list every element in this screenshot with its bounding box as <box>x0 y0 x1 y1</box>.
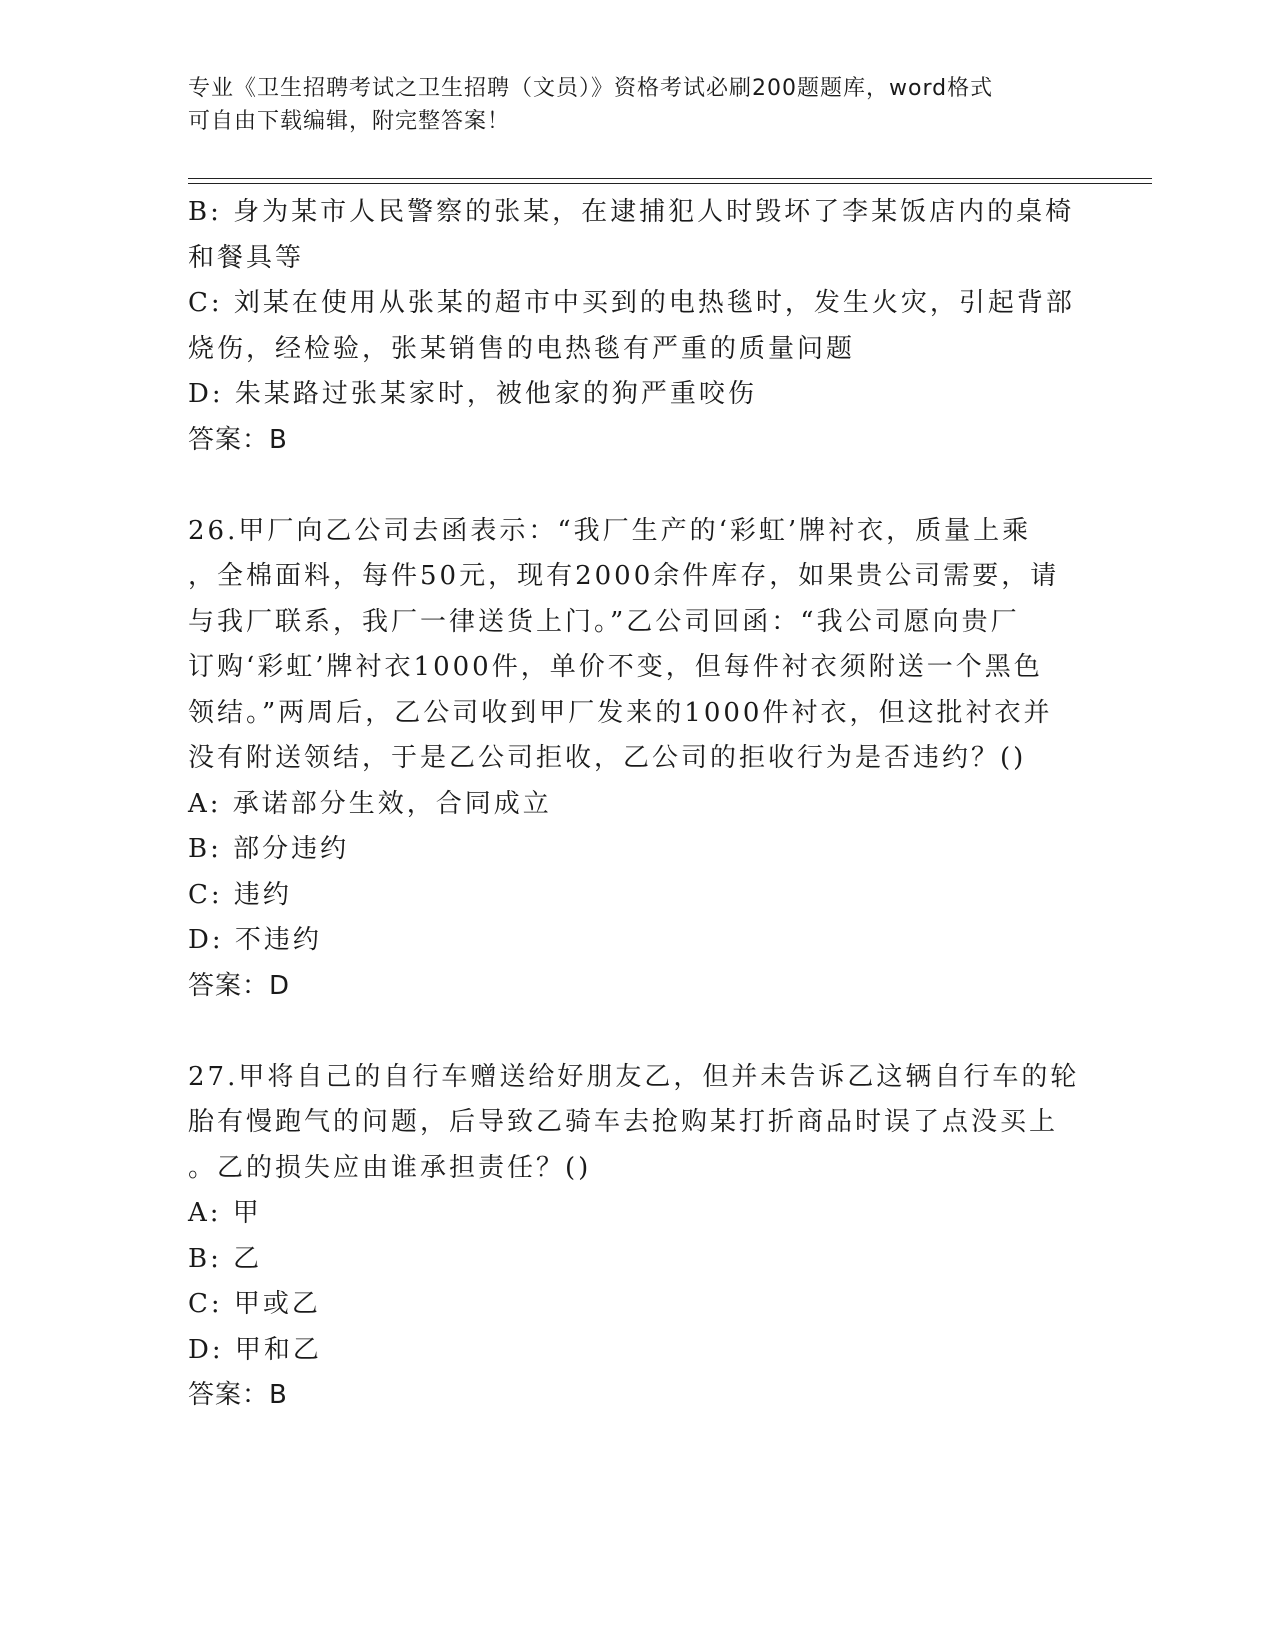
spacer <box>188 1009 1088 1055</box>
q26-option-a: A: 承诺部分生效，合同成立 <box>188 788 552 819</box>
prev-option-b-line-2: 和餐具等 <box>188 242 305 273</box>
header-title-line-2: 可自由下载编辑，附完整答案！ <box>188 109 511 134</box>
q26-option-b: B: 部分违约 <box>188 834 350 864</box>
q26-option-c: C: 违约 <box>188 879 292 910</box>
q27-option-a: A: 甲 <box>188 1198 262 1228</box>
q27-answer: 答案：B <box>188 1380 288 1410</box>
q27-stem-line-3: 。乙的损失应由谁承担责任？() <box>188 1152 592 1183</box>
q26-stem-line-1: 26.甲厂向乙公司去函表示：“我厂生产的‘彩虹’牌衬衣，质量上乘 <box>188 515 1032 546</box>
prev-option-b-line-1: B: 身为某市人民警察的张某，在逮捕犯人时毁坏了李某饭店内的桌椅 <box>188 197 1075 227</box>
q27-stem-line-2: 胎有慢跑气的问题，后导致乙骑车去抢购某打折商品时误了点没买上 <box>188 1107 1059 1137</box>
document-header <box>188 72 1068 138</box>
q26-stem-line-3: 与我厂联系，我厂一律送货上门。”乙公司回函：“我公司愿向贵厂 <box>188 606 1020 637</box>
prev-option-c-line-1: C: 刘某在使用从张某的超市中买到的电热毯时，发生火灾，引起背部 <box>188 288 1075 318</box>
prev-option-d: D: 朱某路过张某家时，被他家的狗严重咬伤 <box>188 379 757 409</box>
q26-stem-line-6: 没有附送领结，于是乙公司拒收，乙公司的拒收行为是否违约？() <box>188 743 1027 773</box>
q27-option-c: C: 甲或乙 <box>188 1289 321 1319</box>
header-divider-top <box>188 178 1152 179</box>
header-divider-bottom <box>188 183 1152 184</box>
spacer <box>188 463 1088 509</box>
header-title-line-1: 专业《卫生招聘考试之卫生招聘（文员）》资格考试必刷200题题库，word格式 <box>188 76 994 101</box>
prev-answer: 答案：B <box>188 424 288 455</box>
q26-stem-line-4: 订购‘彩虹’牌衬衣1000件，单价不变，但每件衬衣须附送一个黑色 <box>188 652 1043 682</box>
q26-answer: 答案：D <box>188 970 291 1001</box>
q26-option-d: D: 不违约 <box>188 925 322 955</box>
q27-option-d: D: 甲和乙 <box>188 1334 322 1365</box>
q27-stem-line-1: 27.甲将自己的自行车赠送给好朋友乙，但并未告诉乙这辆自行车的轮 <box>188 1061 1080 1092</box>
document-body <box>188 190 1088 1419</box>
q26-stem-line-2: ，全棉面料，每件50元，现有2000余件库存，如果贵公司需要，请 <box>188 561 1060 591</box>
prev-option-c-line-2: 烧伤，经检验，张某销售的电热毯有严重的质量问题 <box>188 333 856 364</box>
q27-option-b: B: 乙 <box>188 1243 263 1274</box>
q26-stem-line-5: 领结。”两周后，乙公司收到甲厂发来的1000件衬衣，但这批衬衣并 <box>188 697 1053 728</box>
